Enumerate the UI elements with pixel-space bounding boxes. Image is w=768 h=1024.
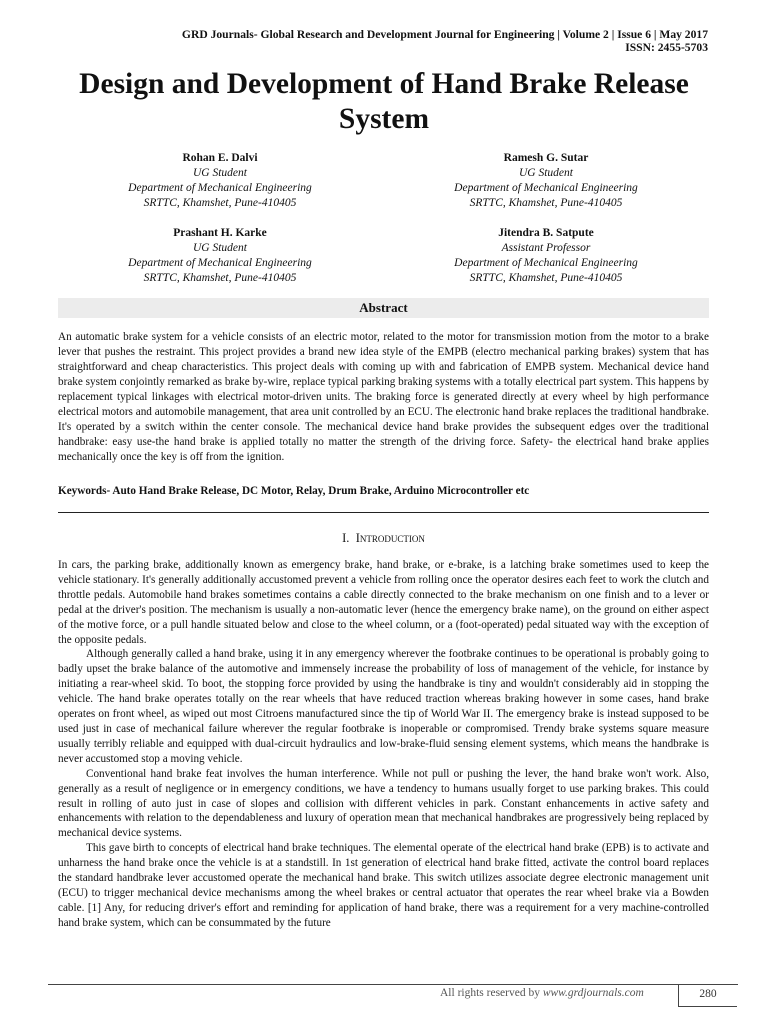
footer-divider bbox=[48, 984, 738, 985]
author-department: Department of Mechanical Engineering bbox=[128, 257, 312, 269]
author-block bbox=[70, 226, 370, 286]
page-number: 280 bbox=[678, 984, 737, 1007]
author-department: Department of Mechanical Engineering bbox=[128, 182, 312, 194]
rights-text: All rights reserved by bbox=[440, 987, 540, 999]
author-name: Ramesh G. Sutar bbox=[503, 152, 589, 164]
paragraph: This gave birth to concepts of electrical hand brake techniques. The elemental operate of the electrical hand brake (EPB) is to activate and unharness the hand brake once the vehicle is at a standstill. In 1st generation of electrical hand brake fitted, activate the control board replaces the standard handbrake lever accustomed operate the mechanical hand brake. This switch utilizes associate degree electronic management unit (ECU) to trigger mechanical device mechanisms among the wheel brakes or central actuator that operates the rear wheel brake via a Bowden cable. [1] Any, for reducing driver's effort and reminding for application of hand brake, there was a requirement for a very machine-controlled hand brake system, which can be consummated by the future bbox=[58, 842, 709, 929]
author-role: UG Student bbox=[519, 167, 573, 179]
introduction-body bbox=[58, 558, 709, 931]
paragraph: In cars, the parking brake, additionally known as emergency brake, hand brake, or e-brake, is a latching brake sometimes used to keep the vehicle stationary. It's generally additionally accustomed prevent a vehicle from rolling once the operator desires each feet to work the clutch and throttle pedals. Automobile hand brakes sometimes contains a cable directly connected to the brake mechanism on one finish and to a lever or pedal at the driver's position. The mechanism is usually a non-automatic lever (hence the emergency brake name), on the ground on either aspect of the motive force, or a pull handle situated below and close to the wheel column, or a (foot-operated) pedal situated way with the exception of the opposite pedals. bbox=[58, 559, 709, 646]
author-department: Department of Mechanical Engineering bbox=[454, 182, 638, 194]
paragraph: Although generally called a hand brake, using it in any emergency wherever the footbrake continues to be operational is probably going to badly upset the brake balance of the automotive and immensely increase the probability of loss of management of the vehicle, for instance by initiating a rear-wheel skid. To boot, the stopping force provided by using the handbrake is tiny and wouldn't considerably aid in stopping the vehicle. The hand brake operates totally on the rear wheels that have reduced traction whereas braking however in some cases, hand brake operates on front wheel, as wiped out most Citroens manufactured since the tip of World War II. The emergency brake is instead supposed to be used just in case of mechanical failure wherever the regular footbrake is inoperable or compromised. Trendy brake systems square measure usually terribly reliable and equipped with dual-circuit hydraulics and low-brake-fluid sensing element systems, which means the handbrake is never accustomed stop a moving vehicle. bbox=[58, 648, 709, 765]
author-role: Assistant Professor bbox=[501, 242, 591, 254]
paragraph: Conventional hand brake feat involves the human interference. While not pull or pushing the lever, the hand brake won't work. Also, generally as a result of negligence or in emergency conditions, we have a tendency to humans usually forget to use parking brakes. This could result in rolling of auto just in case of slopes and collision with different vehicles in park. Constant enhancements in active safety and enhancements with relation to the dependableness and luxury of operation mean that mechanical handbrakes are progressively being replaced by mechanical device systems. bbox=[58, 767, 709, 840]
abstract-heading: Abstract bbox=[58, 298, 709, 318]
author-department: Department of Mechanical Engineering bbox=[454, 257, 638, 269]
author-block bbox=[70, 151, 370, 211]
section-title: Introduction bbox=[355, 531, 425, 545]
section-divider bbox=[58, 512, 709, 513]
author-institution: SRTTC, Khamshet, Pune-410405 bbox=[469, 272, 623, 284]
author-role: UG Student bbox=[193, 167, 247, 179]
keywords: Keywords- Auto Hand Brake Release, DC Motor, Relay, Drum Brake, Arduino Microcontroller etc bbox=[58, 485, 530, 497]
issn-line: ISSN: 2455-5703 bbox=[625, 41, 708, 54]
section-heading bbox=[58, 530, 709, 546]
author-institution: SRTTC, Khamshet, Pune-410405 bbox=[469, 197, 623, 209]
abstract-text: An automatic brake system for a vehicle consists of an electric motor, related to the motor for transmission motion from the motor to a brake lever that pushes the restraint. This project provides a brand new idea style of the EMPB (electro mechanical parking brakes) system that has straightforward and cheap characteristics. This project deals with coming up with and fabrication of EMPB system. Mechanical device hand brake system conjointly remarked as brake by-wire, replace typical parking braking systems with a totally electrical part system. This happens by replacement typical linkages with electrical motor-driven units. The braking force is generated directly at every wheel by high performance electrical motors and automobile management, that area unit controlled by an ECU. The electronic hand brake replaces the traditional handbrake. It's operated by a switch within the center console. The mechanical device hand brake provides the subsequent edges over the traditional handbrake: easy use-the hand brake is applied totally no matter the strength of the driving force. Safety- the electrical hand brake applies mechanically once the key is off from the ignition. bbox=[58, 331, 709, 463]
author-block bbox=[396, 226, 696, 286]
author-institution: SRTTC, Khamshet, Pune-410405 bbox=[143, 197, 297, 209]
footer-url[interactable]: www.grdjournals.com bbox=[542, 987, 644, 999]
journal-header: GRD Journals- Global Research and Development Journal for Engineering | Volume 2 | Issue 6 | May 2017 bbox=[181, 28, 708, 41]
author-institution: SRTTC, Khamshet, Pune-410405 bbox=[143, 272, 297, 284]
author-role: UG Student bbox=[193, 242, 247, 254]
author-name: Prashant H. Karke bbox=[173, 227, 267, 239]
author-name: Rohan E. Dalvi bbox=[182, 152, 258, 164]
author-name: Jitendra B. Satpute bbox=[498, 227, 594, 239]
footer-rights bbox=[440, 987, 644, 999]
section-number: I. bbox=[342, 531, 350, 545]
paper-title: Design and Development of Hand Brake Release System bbox=[79, 68, 689, 135]
author-block bbox=[396, 151, 696, 211]
